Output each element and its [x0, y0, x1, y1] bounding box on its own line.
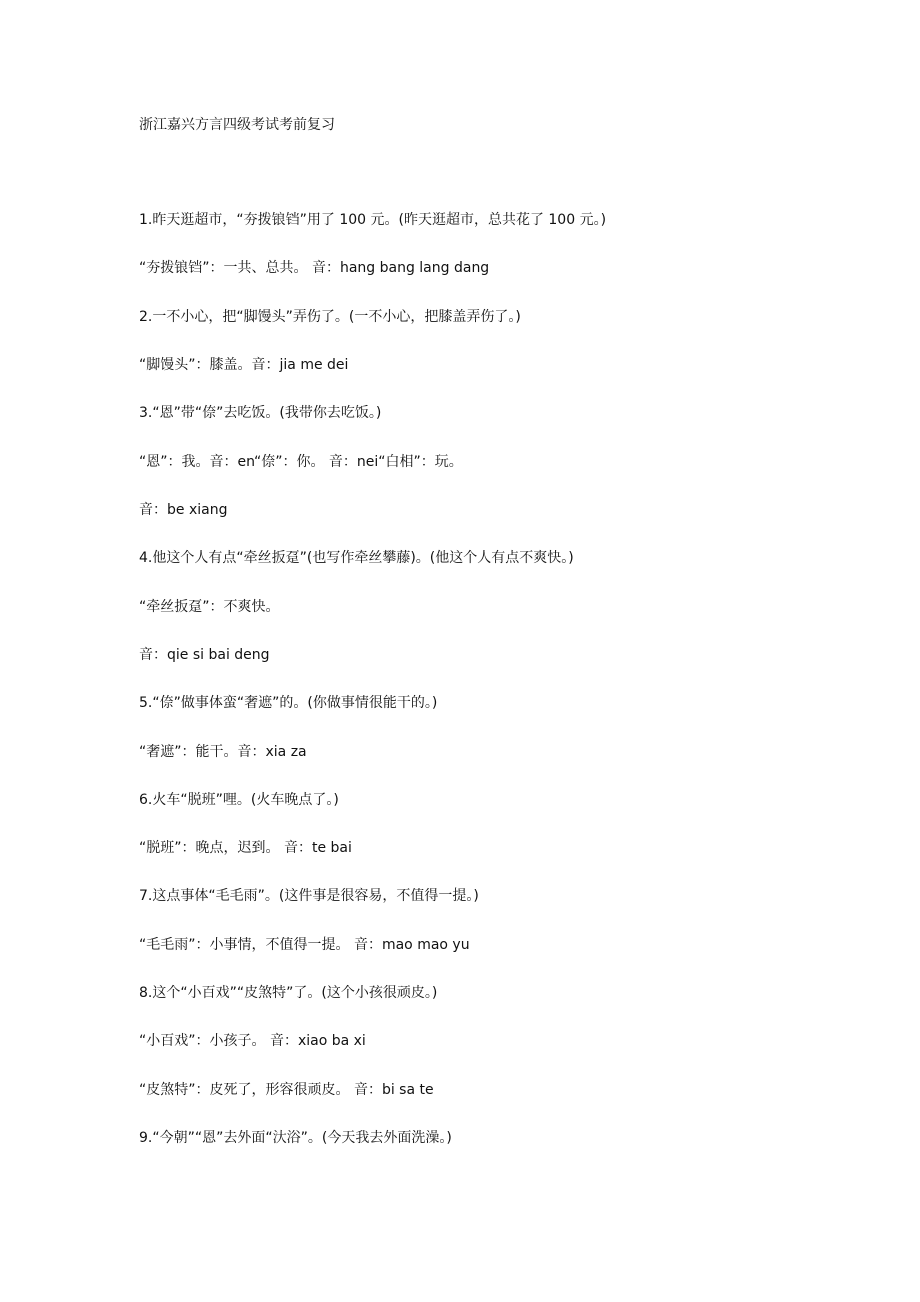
text-line: 2.一不小心，把“脚馒头”弄伤了。(一不小心，把膝盖弄伤了。) [139, 309, 521, 325]
text-line: “牵丝扳趸”：不爽快。 [139, 599, 280, 615]
text-line: 1.昨天逛超市，“夯拨锒铛”用了 100 元。(昨天逛超市，总共花了 100 元。) [139, 212, 607, 228]
text-line: 6.火车“脱班”哩。(火车晚点了。) [139, 792, 339, 808]
text-line: “脚馒头”：膝盖。音：jia me dei [139, 357, 349, 373]
text-line: “脱班”：晚点，迟到。 音：te bai [139, 840, 352, 856]
text-line: 音：qie si bai deng [139, 647, 270, 663]
text-line: 9.“今朝”“恩”去外面“汏浴”。(今天我去外面洗澡。) [139, 1130, 452, 1146]
text-line: “恩”：我。音：en“倷”：你。 音：nei“白相”：玩。 [139, 454, 463, 470]
text-line: 音：be xiang [139, 502, 228, 518]
text-line: “奢遮”：能干。音：xia za [139, 744, 307, 760]
text-line: 8.这个“小百戏”“皮煞特”了。(这个小孩很顽皮。) [139, 985, 438, 1001]
text-line: “皮煞特”：皮死了，形容很顽皮。 音：bi sa te [139, 1082, 434, 1098]
text-line: 5.“倷”做事体蛮“奢遮”的。(你做事情很能干的。) [139, 695, 438, 711]
text-line: “毛毛雨”：小事情，不值得一提。 音：mao mao yu [139, 937, 470, 953]
text-line: 4.他这个人有点“牵丝扳趸”(也写作牵丝攀藤)。(他这个人有点不爽快。) [139, 550, 574, 566]
text-line: “小百戏”：小孩子。 音：xiao ba xi [139, 1033, 366, 1049]
text-line: 3.“恩”带“倷”去吃饭。(我带你去吃饭。) [139, 405, 382, 421]
text-line: “夯拨锒铛”：一共、总共。 音：hang bang lang dang [139, 260, 490, 276]
text-line: 7.这点事体“毛毛雨”。(这件事是很容易，不值得一提。) [139, 888, 479, 904]
document-title: 浙江嘉兴方言四级考试考前复习 [139, 117, 335, 133]
